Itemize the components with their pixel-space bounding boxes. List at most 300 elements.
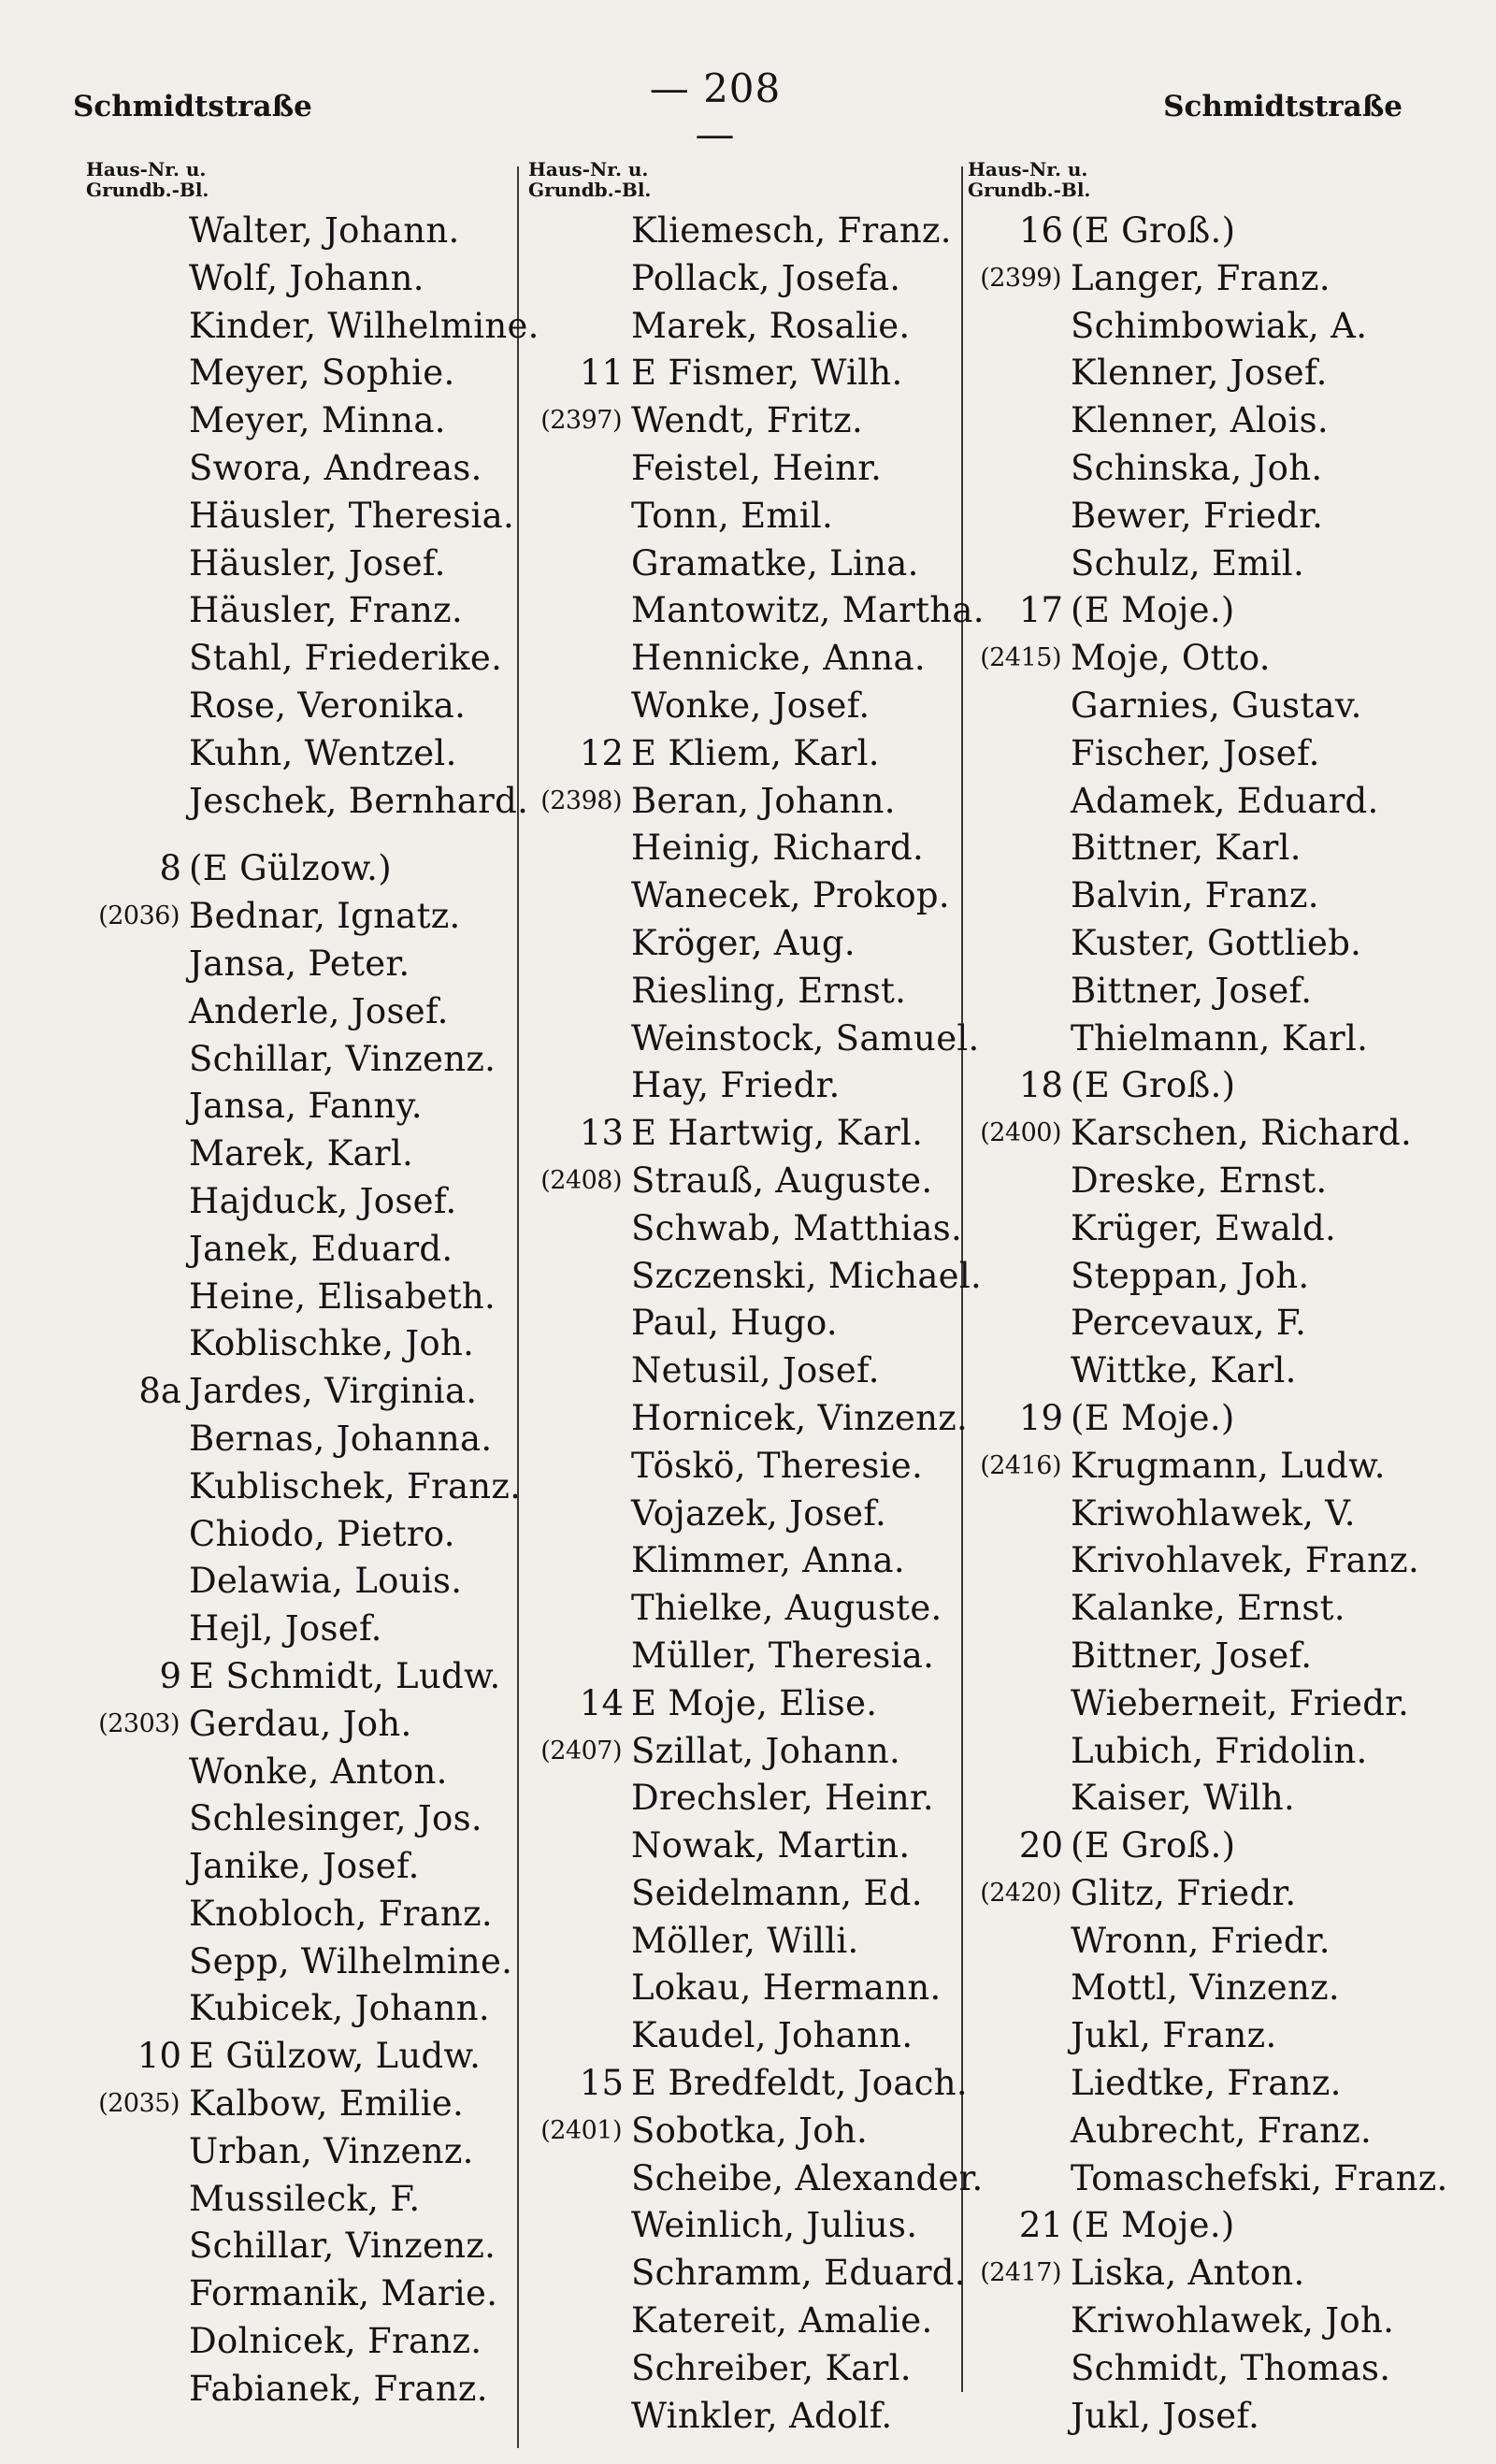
- resident-name: Kriwohlawek, V.: [1071, 1492, 1356, 1534]
- resident-name: Heine, Elisabeth.: [189, 1275, 496, 1317]
- resident-name: Müller, Theresia.: [631, 1635, 935, 1676]
- directory-entry: [528, 1158, 963, 1205]
- house-number: 19: [1018, 1397, 1063, 1438]
- resident-name: Delawia, Louis.: [189, 1561, 463, 1602]
- resident-name: Mantowitz, Martha.: [631, 590, 985, 631]
- resident-name: Schramm, Eduard.: [631, 2253, 966, 2294]
- resident-name: Balvin, Franz.: [1071, 875, 1319, 916]
- resident-name: Häusler, Theresia.: [189, 495, 515, 536]
- directory-entry: [968, 1300, 1459, 1347]
- directory-entry: [528, 1253, 983, 1301]
- resident-name: Jukl, Josef.: [1071, 2395, 1260, 2436]
- directory-entry: [528, 920, 963, 968]
- directory-entry: [86, 1558, 516, 1606]
- directory-entry: [528, 635, 963, 683]
- directory-entry: [968, 2393, 1459, 2441]
- resident-name: Beran, Johann.: [631, 780, 896, 821]
- resident-name: Dreske, Ernst.: [1071, 1160, 1328, 1201]
- land-register-number: (2035): [98, 2089, 180, 2119]
- directory-entry: [968, 1680, 1459, 1728]
- directory-entry: [86, 1891, 516, 1938]
- resident-name: Schimbowiak, A.: [1071, 305, 1368, 346]
- directory-entry: [86, 1606, 516, 1653]
- resident-name: Gerdau, Joh.: [189, 1703, 412, 1744]
- land-register-number: (2036): [98, 901, 180, 931]
- directory-entry: [86, 730, 516, 778]
- resident-name: Häusler, Franz.: [189, 590, 464, 631]
- resident-name: Seidelmann, Ed.: [631, 1872, 923, 1913]
- resident-name: Wonke, Anton.: [189, 1751, 448, 1792]
- directory-entry: [86, 2081, 516, 2128]
- land-register-number: (2420): [980, 1878, 1061, 1908]
- directory-entry: [86, 493, 516, 540]
- directory-entry: [86, 988, 516, 1036]
- directory-entry: [86, 1083, 516, 1131]
- resident-name: Kliemesch, Franz.: [631, 210, 952, 251]
- resident-name: (E Moje.): [1071, 590, 1235, 631]
- resident-name: E Moje, Elise.: [631, 1682, 878, 1723]
- entry-gap: [86, 825, 516, 845]
- directory-entry: [968, 1491, 1459, 1538]
- resident-name: Kriwohlawek, Joh.: [1071, 2300, 1395, 2342]
- directory-entry: [86, 683, 516, 730]
- directory-entry: [968, 1585, 1459, 1633]
- directory-entry: [86, 845, 516, 893]
- land-register-number: (2399): [980, 263, 1061, 293]
- directory-entry: [86, 303, 539, 351]
- column-header: [528, 159, 963, 208]
- directory-entry: [528, 208, 963, 255]
- directory-entry: [86, 1985, 516, 2033]
- resident-name: Hajduck, Josef.: [189, 1180, 457, 1221]
- column-header: [968, 159, 1459, 208]
- resident-name: Janek, Eduard.: [189, 1228, 453, 1269]
- resident-name: Kublischek, Franz.: [189, 1465, 522, 1506]
- resident-name: Tonn, Emil.: [631, 495, 834, 536]
- resident-name: Möller, Willi.: [631, 1920, 859, 1961]
- directory-entry: [86, 2270, 516, 2318]
- directory-entry: [528, 2155, 984, 2203]
- column-header-line1: Haus-Nr. u.: [968, 158, 1088, 180]
- resident-name: Feistel, Heinr.: [631, 447, 883, 488]
- resident-name: Tomaschefski, Franz.: [1071, 2157, 1448, 2198]
- land-register-number: (2417): [980, 2258, 1061, 2288]
- directory-entry: [86, 1843, 516, 1891]
- resident-name: Szczenski, Michael.: [631, 1255, 983, 1296]
- directory-entry: [528, 1633, 963, 1680]
- directory-entry: [86, 1226, 516, 1274]
- directory-entry: [528, 303, 963, 351]
- directory-entry: [86, 255, 516, 303]
- resident-name: Kalbow, Emilie.: [189, 2083, 465, 2125]
- directory-entry: [968, 920, 1459, 968]
- resident-name: Gramatke, Lina.: [631, 542, 919, 584]
- resident-name: Netusil, Josef.: [631, 1350, 880, 1391]
- directory-entry: [968, 2155, 1459, 2203]
- directory-entry: [968, 540, 1459, 588]
- resident-name: Rose, Veronika.: [189, 684, 467, 726]
- house-number: 21: [1018, 2205, 1063, 2246]
- resident-name: E Gülzow, Ludw.: [189, 2036, 482, 2077]
- resident-name: Kuster, Gottlieb.: [1071, 922, 1362, 963]
- directory-entry: [968, 1918, 1459, 1966]
- resident-name: Scheibe, Alexander.: [631, 2157, 984, 2198]
- directory-entry: [528, 1062, 963, 1110]
- directory-entry: [528, 968, 963, 1016]
- land-register-number: (2416): [980, 1450, 1061, 1480]
- directory-entry: [86, 778, 529, 826]
- directory-entry: [968, 1395, 1459, 1443]
- directory-entry: [968, 303, 1459, 351]
- resident-name: Häusler, Josef.: [189, 542, 446, 584]
- resident-name: Urban, Vinzenz.: [189, 2130, 474, 2171]
- house-number: 13: [579, 1113, 624, 1154]
- house-number: 16: [1018, 210, 1063, 251]
- directory-entry: [528, 1823, 963, 1870]
- resident-name: Schwab, Matthias.: [631, 1207, 963, 1248]
- directory-entry: [86, 1131, 516, 1178]
- directory-entry: [86, 1938, 516, 1986]
- resident-name: Kinder, Wilhelmine.: [189, 305, 539, 346]
- directory-entry: [968, 2108, 1459, 2155]
- resident-name: Moje, Otto.: [1071, 638, 1271, 679]
- resident-name: Bittner, Josef.: [1071, 1635, 1313, 1676]
- resident-name: Jukl, Franz.: [1071, 2015, 1277, 2056]
- directory-entry: [968, 493, 1459, 540]
- directory-entry: [86, 1463, 522, 1511]
- house-number: 8a: [138, 1371, 181, 1412]
- resident-name: Kaudel, Johann.: [631, 2015, 913, 2056]
- directory-entry: [528, 1300, 963, 1347]
- resident-name: Töskö, Theresie.: [631, 1445, 924, 1486]
- resident-name: Klenner, Josef.: [1071, 353, 1328, 394]
- directory-entry: [968, 1253, 1459, 1301]
- resident-name: Marek, Rosalie.: [631, 305, 911, 346]
- land-register-number: (2400): [980, 1118, 1061, 1148]
- directory-entry: [86, 893, 516, 941]
- directory-entry: [86, 1701, 516, 1749]
- directory-entry: [86, 2223, 516, 2270]
- directory-entry: [528, 872, 963, 920]
- directory-entry: [528, 1395, 969, 1443]
- resident-name: Wronn, Friedr.: [1071, 1920, 1331, 1961]
- column-divider: [517, 166, 519, 2448]
- directory-entry: [528, 825, 963, 872]
- land-register-number: (2397): [540, 406, 622, 436]
- directory-entry: [86, 1653, 516, 1701]
- resident-name: E Kliem, Karl.: [631, 732, 880, 773]
- directory-entry: [86, 1368, 516, 1416]
- resident-name: Jeschek, Bernhard.: [189, 780, 529, 821]
- resident-name: Garnies, Gustav.: [1071, 684, 1362, 726]
- directory-entry: [528, 2108, 963, 2155]
- resident-name: Fabianek, Franz.: [189, 2368, 488, 2409]
- directory-entry: [86, 2128, 516, 2176]
- directory-entry: [968, 683, 1459, 730]
- resident-name: Mottl, Vinzenz.: [1071, 1967, 1340, 2009]
- directory-entry: [968, 2345, 1459, 2393]
- resident-name: Kröger, Aug.: [631, 922, 856, 963]
- resident-name: Langer, Franz.: [1071, 257, 1331, 298]
- directory-entry: [968, 730, 1459, 778]
- resident-name: E Fismer, Wilh.: [631, 353, 903, 394]
- directory-entry: [528, 350, 963, 397]
- directory-entry: [528, 2393, 963, 2441]
- directory-entry: [968, 1728, 1459, 1776]
- resident-name: Jardes, Virginia.: [189, 1371, 478, 1412]
- directory-entry: [86, 397, 516, 445]
- directory-column-1: [86, 158, 539, 2414]
- directory-entry: [86, 941, 516, 988]
- resident-name: Pollack, Josefa.: [631, 257, 901, 298]
- house-number: 20: [1018, 1825, 1063, 1866]
- directory-entry: [968, 1110, 1459, 1158]
- directory-entry: [968, 1823, 1459, 1870]
- entry-list: [86, 208, 539, 2414]
- resident-name: Kalanke, Ernst.: [1071, 1588, 1345, 1629]
- directory-entry: [528, 1728, 963, 1776]
- resident-name: Wendt, Fritz.: [631, 400, 864, 441]
- directory-entry: [528, 397, 963, 445]
- resident-name: Fischer, Josef.: [1071, 732, 1320, 773]
- resident-name: Bednar, Ignatz.: [189, 896, 461, 937]
- resident-name: Paul, Hugo.: [631, 1303, 838, 1344]
- resident-name: Mussileck, F.: [189, 2178, 421, 2219]
- directory-entry: [528, 1205, 963, 1253]
- resident-name: (E Groß.): [1071, 210, 1236, 251]
- directory-entry: [968, 1443, 1459, 1491]
- resident-name: Bittner, Josef.: [1071, 970, 1313, 1011]
- running-head-left: Schmidtstraße: [73, 90, 312, 123]
- directory-entry: [968, 1158, 1459, 1205]
- resident-name: Kaiser, Wilh.: [1071, 1778, 1296, 1819]
- directory-entry: [86, 2318, 516, 2366]
- resident-name: Krugmann, Ludw.: [1071, 1445, 1386, 1486]
- directory-entry: [528, 1443, 963, 1491]
- directory-entry: [86, 540, 516, 588]
- house-number: 14: [579, 1682, 624, 1723]
- directory-entry: [528, 1016, 980, 1063]
- directory-entry: [968, 1775, 1459, 1823]
- resident-name: Hennicke, Anna.: [631, 638, 926, 679]
- directory-entry: [86, 1749, 516, 1796]
- resident-name: (E Gülzow.): [189, 848, 392, 889]
- resident-name: Schillar, Vinzenz.: [189, 2226, 496, 2267]
- resident-name: Schmidt, Thomas.: [1071, 2347, 1391, 2388]
- resident-name: Winkler, Adolf.: [631, 2395, 893, 2436]
- entry-list: [968, 208, 1459, 2440]
- directory-entry: [86, 1274, 516, 1321]
- directory-entry: [86, 1795, 516, 1843]
- resident-name: Thielke, Auguste.: [631, 1588, 942, 1629]
- entry-list: [528, 208, 985, 2440]
- directory-entry: [528, 2202, 963, 2250]
- directory-entry: [528, 1680, 963, 1728]
- directory-entry: [528, 1347, 963, 1395]
- column-header: [86, 159, 516, 208]
- resident-name: Vojazek, Josef.: [631, 1492, 887, 1534]
- resident-name: Kubicek, Johann.: [189, 1988, 490, 2029]
- resident-name: Jansa, Peter.: [189, 943, 410, 984]
- resident-name: Schillar, Vinzenz.: [189, 1038, 496, 1079]
- directory-entry: [968, 350, 1459, 397]
- resident-name: Chiodo, Pietro.: [189, 1513, 455, 1554]
- resident-name: Swora, Andreas.: [189, 447, 482, 488]
- directory-entry: [86, 350, 516, 397]
- resident-name: (E Moje.): [1071, 1397, 1235, 1438]
- directory-entry: [528, 1775, 963, 1823]
- directory-entry: [528, 683, 963, 730]
- resident-name: Bittner, Karl.: [1071, 828, 1302, 869]
- directory-entry: [968, 255, 1459, 303]
- directory-entry: [968, 1016, 1459, 1063]
- resident-name: Riesling, Ernst.: [631, 970, 907, 1011]
- directory-entry: [968, 825, 1459, 872]
- directory-entry: [528, 2250, 966, 2298]
- directory-entry: [528, 1537, 963, 1585]
- directory-entry: [528, 778, 963, 826]
- resident-name: Thielmann, Karl.: [1071, 1017, 1369, 1059]
- resident-name: Knobloch, Franz.: [189, 1893, 493, 1934]
- directory-entry: [528, 493, 963, 540]
- directory-entry: [968, 2012, 1459, 2060]
- house-number: 11: [579, 353, 624, 394]
- resident-name: Wonke, Josef.: [631, 684, 870, 726]
- resident-name: Weinstock, Samuel.: [631, 1017, 980, 1059]
- column-header-line2: Grundb.-Bl.: [86, 179, 209, 201]
- directory-entry: [528, 1965, 963, 2012]
- house-number: 15: [579, 2063, 624, 2104]
- resident-name: Percevaux, F.: [1071, 1303, 1307, 1344]
- resident-name: Hay, Friedr.: [631, 1065, 841, 1106]
- directory-entry: [528, 1585, 963, 1633]
- resident-name: Steppan, Joh.: [1071, 1255, 1310, 1296]
- resident-name: Stahl, Friederike.: [189, 638, 503, 679]
- land-register-number: (2415): [980, 643, 1061, 673]
- resident-name: Glitz, Friedr.: [1071, 1872, 1297, 1913]
- resident-name: Meyer, Minna.: [189, 400, 446, 441]
- directory-entry: [528, 1491, 963, 1538]
- house-number: 18: [1018, 1065, 1063, 1106]
- directory-column-3: [968, 159, 1459, 2440]
- directory-entry: [968, 1062, 1459, 1110]
- resident-name: Aubrecht, Franz.: [1071, 2110, 1373, 2151]
- directory-entry: [528, 540, 963, 588]
- resident-name: Schlesinger, Jos.: [189, 1798, 482, 1839]
- resident-name: Koblischke, Joh.: [189, 1323, 475, 1364]
- directory-entry: [968, 1633, 1459, 1680]
- resident-name: Krivohlavek, Franz.: [1071, 1540, 1420, 1581]
- resident-name: Sepp, Wilhelmine.: [189, 1940, 513, 1981]
- page-header: [0, 65, 1496, 157]
- resident-name: Schreiber, Karl.: [631, 2347, 912, 2388]
- resident-name: Klimmer, Anna.: [631, 1540, 905, 1581]
- directory-entry: [528, 2012, 963, 2060]
- column-header-line2: Grundb.-Bl.: [968, 179, 1091, 201]
- directory-entry: [528, 255, 963, 303]
- directory-entry: [968, 587, 1459, 635]
- resident-name: Bernas, Johanna.: [189, 1418, 493, 1459]
- resident-name: Dolnicek, Franz.: [189, 2321, 482, 2362]
- resident-name: Meyer, Sophie.: [189, 353, 455, 394]
- resident-name: Wieberneit, Friedr.: [1071, 1682, 1410, 1723]
- directory-entry: [86, 1511, 516, 1559]
- land-register-number: (2407): [540, 1736, 622, 1765]
- directory-entry: [528, 2060, 968, 2108]
- land-register-number: (2401): [540, 2115, 622, 2145]
- directory-entry: [86, 1320, 516, 1368]
- directory-entry: [968, 2298, 1459, 2345]
- house-number: 9: [159, 1655, 181, 1696]
- resident-name: Formanik, Marie.: [189, 2273, 498, 2314]
- directory-entry: [968, 445, 1459, 493]
- resident-name: E Schmidt, Ludw.: [189, 1655, 501, 1696]
- resident-name: Adamek, Eduard.: [1071, 780, 1379, 821]
- directory-entry: [86, 2366, 516, 2414]
- resident-name: Liedtke, Franz.: [1071, 2063, 1342, 2104]
- resident-name: Kuhn, Wentzel.: [189, 732, 457, 773]
- resident-name: Schulz, Emil.: [1071, 542, 1305, 584]
- land-register-number: (2408): [540, 1165, 622, 1195]
- resident-name: Krüger, Ewald.: [1071, 1207, 1337, 1248]
- directory-entry: [968, 1965, 1459, 2012]
- directory-entry: [968, 872, 1459, 920]
- directory-entry: [968, 397, 1459, 445]
- column-header-line2: Grundb.-Bl.: [528, 179, 652, 201]
- directory-entry: [968, 2202, 1459, 2250]
- resident-name: Marek, Karl.: [189, 1133, 414, 1174]
- directory-entry: [86, 1178, 516, 1226]
- resident-name: Hornicek, Vinzenz.: [631, 1397, 969, 1438]
- directory-entry: [528, 1918, 963, 1966]
- resident-name: Sobotka, Joh.: [631, 2110, 869, 2151]
- column-header-line1: Haus-Nr. u.: [86, 158, 207, 180]
- directory-entry: [86, 1416, 516, 1463]
- directory-entry: [968, 1870, 1459, 1918]
- resident-name: Wolf, Johann.: [189, 257, 424, 298]
- house-number: 12: [579, 732, 624, 773]
- running-head-right: Schmidtstraße: [1163, 90, 1402, 123]
- house-number: 10: [137, 2036, 181, 2077]
- resident-name: Heinig, Richard.: [631, 828, 925, 869]
- directory-entry: [528, 1870, 963, 1918]
- directory-entry: [968, 1347, 1459, 1395]
- directory-entry: [528, 730, 963, 778]
- directory-entry: [528, 445, 963, 493]
- resident-name: Drechsler, Heinr.: [631, 1778, 934, 1819]
- directory-entry: [968, 1537, 1459, 1585]
- directory-entry: [968, 635, 1459, 683]
- directory-entry: [86, 445, 516, 493]
- page-number: — 208 —: [649, 65, 782, 157]
- resident-name: Lubich, Fridolin.: [1071, 1730, 1368, 1771]
- directory-entry: [528, 587, 985, 635]
- directory-entry: [528, 2298, 963, 2345]
- house-number: 8: [159, 848, 181, 889]
- directory-entry: [968, 1205, 1459, 1253]
- resident-name: Janike, Josef.: [189, 1846, 420, 1887]
- directory-entry: [968, 208, 1459, 255]
- resident-name: E Hartwig, Karl.: [631, 1113, 924, 1154]
- directory-entry: [86, 635, 516, 683]
- directory-entry: [86, 208, 516, 255]
- directory-entry: [528, 1110, 963, 1158]
- resident-name: Lokau, Hermann.: [631, 1967, 942, 2009]
- directory-entry: [528, 2345, 963, 2393]
- resident-name: (E Groß.): [1071, 1825, 1236, 1866]
- resident-name: Strauß, Auguste.: [631, 1160, 933, 1201]
- resident-name: Nowak, Martin.: [631, 1825, 911, 1866]
